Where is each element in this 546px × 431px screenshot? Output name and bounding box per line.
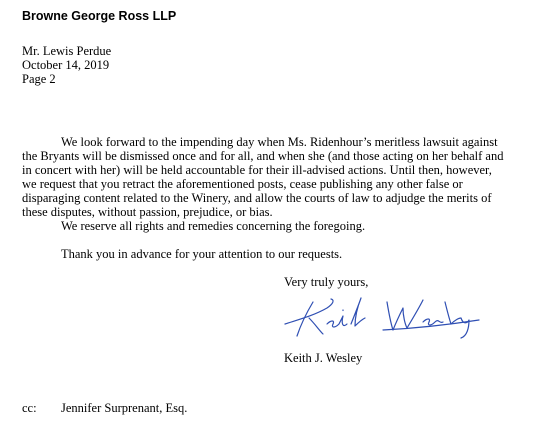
paragraph-line: disparaging content related to the Winery, and allow the courts of law to adjudge the merits of	[22, 191, 492, 205]
firm-name: Browne George Ross LLP	[22, 9, 177, 23]
page-number: Page 2	[22, 72, 56, 86]
paragraph-line: We look forward to the impending day when Ms. Ridenhour’s meritless lawsuit against	[61, 135, 498, 149]
cc-label: cc:	[22, 401, 37, 415]
paragraph-line: We reserve all rights and remedies concerning the foregoing.	[61, 219, 366, 233]
paragraph-line: the Bryants will be dismissed once and for all, and when she (and those acting on her behalf and	[22, 149, 504, 163]
paragraph-line: we request that you retract the aforementioned posts, cease publishing any other false or	[22, 177, 463, 191]
letter-date: October 14, 2019	[22, 58, 110, 72]
paragraph-line: these disputes, without passion, prejudice, or bias.	[22, 205, 273, 219]
paragraph-line: in concert with her) will be held accountable for their ill-advised actions. Until then, however,	[22, 163, 492, 177]
cc-recipient: Jennifer Surprenant, Esq.	[61, 401, 188, 415]
paragraph-line: Thank you in advance for your attention to our requests.	[61, 247, 343, 261]
body-paragraph-1	[22, 135, 503, 219]
valediction: Very truly yours,	[284, 275, 369, 289]
body-paragraph-3	[22, 247, 342, 261]
signer-name: Keith J. Wesley	[284, 351, 363, 365]
body-paragraph-2	[22, 219, 365, 233]
handwritten-signature	[283, 294, 483, 340]
recipient-name: Mr. Lewis Perdue	[22, 44, 112, 58]
